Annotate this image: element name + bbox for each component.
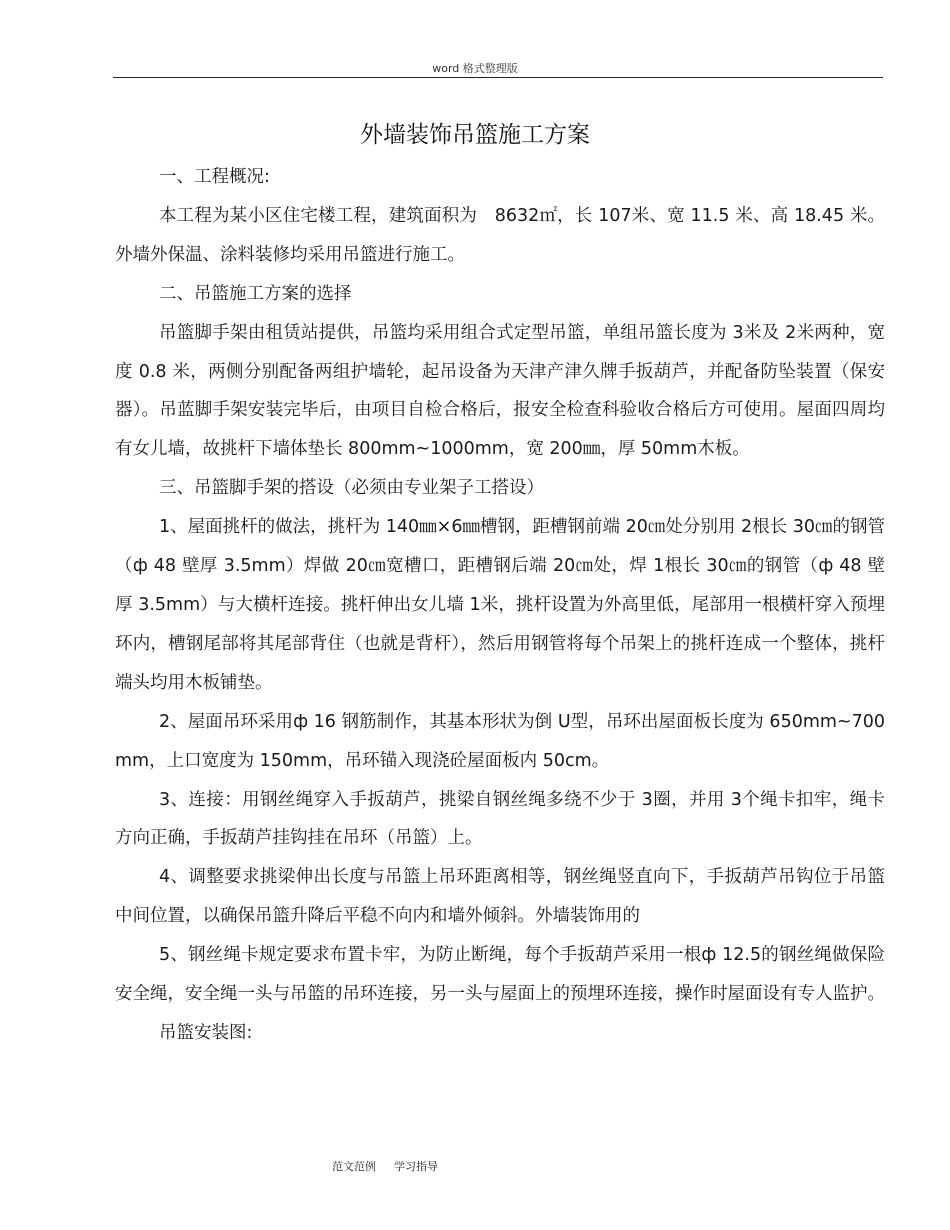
- paragraph-step-3: 3、连接：用钢丝绳穿入手扳葫芦，挑梁自钢丝绳多绕不少于 3圈，并用 3个绳卡扣牢，绳卡方向正确，手扳葫芦挂钩挂在吊环（吊篮）上。: [115, 789, 885, 849]
- section-heading-erection: 三、吊篮脚手架的搭设（必须由专业架子工搭设）: [159, 478, 544, 499]
- section-heading-overview: 一、工程概况:: [159, 167, 270, 187]
- document-body: [115, 158, 885, 1053]
- paragraph-step-2: 2、屋面吊环采用ф 16 钢筋制作，其基本形状为倒 U型，吊环出屋面板长度为 650mm~700mm，上口宽度为 150mm，吊环锚入现浇砼屋面板内 50cm。: [115, 711, 885, 771]
- paragraph-step-4: 4、调整要求挑梁伸出长度与吊篮上吊环距离相等，钢丝绳竖直向下，手扳葫芦吊钩位于吊篮中间位置，以确保吊篮升降后平稳不向内和墙外倾斜。外墙装饰用的: [115, 867, 885, 927]
- document-title: 外墙装饰吊篮施工方案: [360, 122, 590, 148]
- footer-left-text: 范文范例: [332, 1160, 376, 1173]
- section-heading-selection: 二、吊篮施工方案的选择: [159, 283, 352, 304]
- paragraph-overview: 本工程为某小区住宅楼工程，建筑面积为 8632㎡，长 107米、宽 11.5 米、高 18.45 米。外墙外保温、涂料装修均采用吊篮进行施工。: [115, 205, 885, 265]
- figure-caption: 吊篮安装图:: [159, 1022, 253, 1043]
- footer-right-text: 学习指导: [394, 1160, 438, 1173]
- header-divider: [113, 77, 883, 78]
- page-footer: [332, 1158, 438, 1174]
- paragraph-step-1: 1、屋面挑杆的做法，挑杆为 140㎜×6㎜槽钢，距槽钢前端 20㎝处分别用 2根长 30㎝的钢管（ф 48 壁厚 3.5mm）焊做 20㎝宽槽口，距槽钢后端 20㎝处，焊 1根长 30㎝的钢管（ф 48 壁厚 3.5mm）与大横杆连接。挑杆伸出女儿墙 1米，挑杆设置为外高里低，尾部用一根横杆穿入预埋环内，槽钢尾部将其尾部背住（也就是背杆），然后用钢管将每个吊架上的挑杆连成一个整体，挑杆端头均用木板铺垫。: [115, 517, 885, 693]
- paragraph-step-5: 5、钢丝绳卡规定要求布置卡牢，为防止断绳，每个手扳葫芦采用一根ф 12.5的钢丝绳做保险安全绳，安全绳一头与吊篮的吊环连接，另一头与屋面上的预埋环连接，操作时屋面设有专人监护。: [115, 945, 885, 1005]
- paragraph-selection: 吊篮脚手架由租赁站提供，吊篮均采用组合式定型吊篮，单组吊篮长度为 3米及 2米两种，宽度 0.8 米，两侧分别配备两组护墙轮，起吊设备为天津产津久牌手扳葫芦，并配备防坠装置（保安器）。吊蓝脚手架安装完毕后，由项目自检合格后，报安全检查科验收合格后方可使用。屋面四周均有女儿墙，故挑杆下墙体垫长 800mm~1000mm，宽 200㎜，厚 50mm木板。: [115, 322, 885, 460]
- page-header: word 格式整理版: [432, 62, 518, 75]
